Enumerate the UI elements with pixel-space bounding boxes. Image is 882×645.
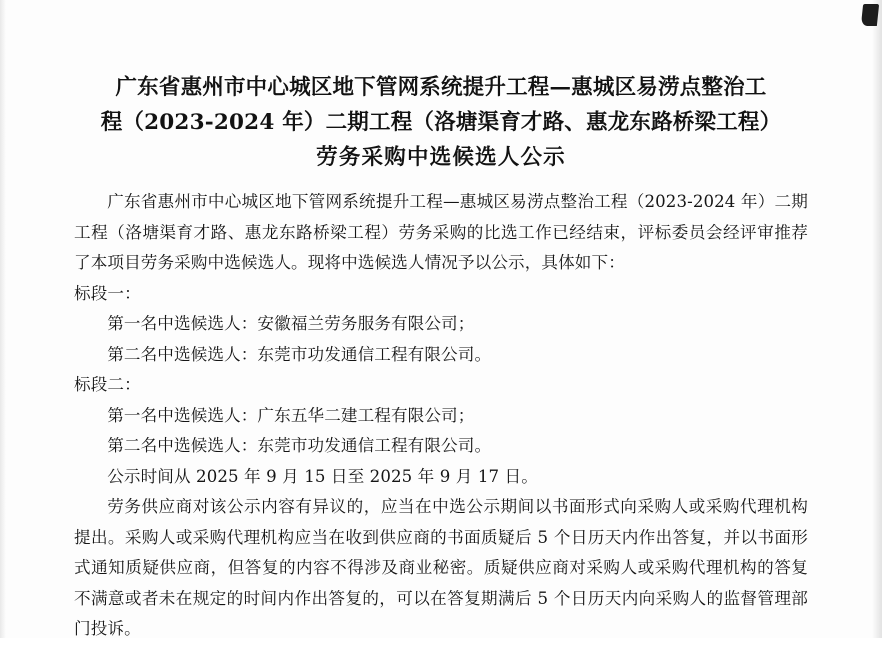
page-edge-shadow-right — [872, 0, 882, 638]
page-corner-mark — [861, 4, 879, 26]
document-body — [74, 187, 808, 645]
document-title-line-3: 劳务采购中选候选人公示 — [316, 145, 566, 170]
document-title — [74, 70, 808, 175]
page-edge-shadow-left — [0, 0, 6, 638]
paragraph-lot2-second-candidate: 第二名中选候选人：东莞市功发通信工程有限公司。 — [107, 436, 492, 455]
paragraph-objection-notice: 劳务供应商对该公示内容有异议的，应当在中选公示期间以书面形式向采购人或采购代理机构提出。采购人或采购代理机构应当在收到供应商的书面质疑后 5 个日历天内作出答复，并以书面形式通知质疑供应商，但答复的内容不得涉及商业秘密。质疑供应商对采购人或采购代理机构的答复不满意或者未在规定的时间内作出答复的，可以在答复期满后 5 个日历天内向采购人的监督管理部门投诉。 — [74, 497, 808, 638]
paragraph-publicity-period: 公示时间从 2025 年 9 月 15 日至 2025 年 9 月 17 日。 — [107, 466, 538, 486]
document-title-line-2: 程（2023-2024 年）二期工程（洛塘渠育才路、惠龙东路桥梁工程） — [100, 110, 782, 135]
paragraph-lot1-second-candidate: 第二名中选候选人：东莞市功发通信工程有限公司。 — [107, 344, 492, 364]
paragraph-intro: 广东省惠州市中心城区地下管网系统提升工程—惠城区易涝点整治工程（2023-2024 年）二期工程（洛塘渠育才路、惠龙东路桥梁工程）劳务采购的比选工作已经结束，评标委员会经评审推荐了本项目劳务采购中选候选人。现将中选候选人情况予以公示，具体如下： — [74, 192, 808, 272]
paragraph-lot1-first-candidate: 第一名中选候选人：安徽福兰劳务服务有限公司； — [107, 314, 475, 333]
document-content — [74, 70, 808, 645]
document-title-line-1: 广东省惠州市中心城区地下管网系统提升工程—惠城区易涝点整治工 — [115, 75, 767, 100]
paragraph-section-lot-1: 标段一： — [74, 283, 141, 303]
paragraph-lot2-first-candidate: 第一名中选候选人：广东五华二建工程有限公司； — [107, 405, 475, 425]
paragraph-section-lot-2: 标段二： — [74, 375, 141, 394]
